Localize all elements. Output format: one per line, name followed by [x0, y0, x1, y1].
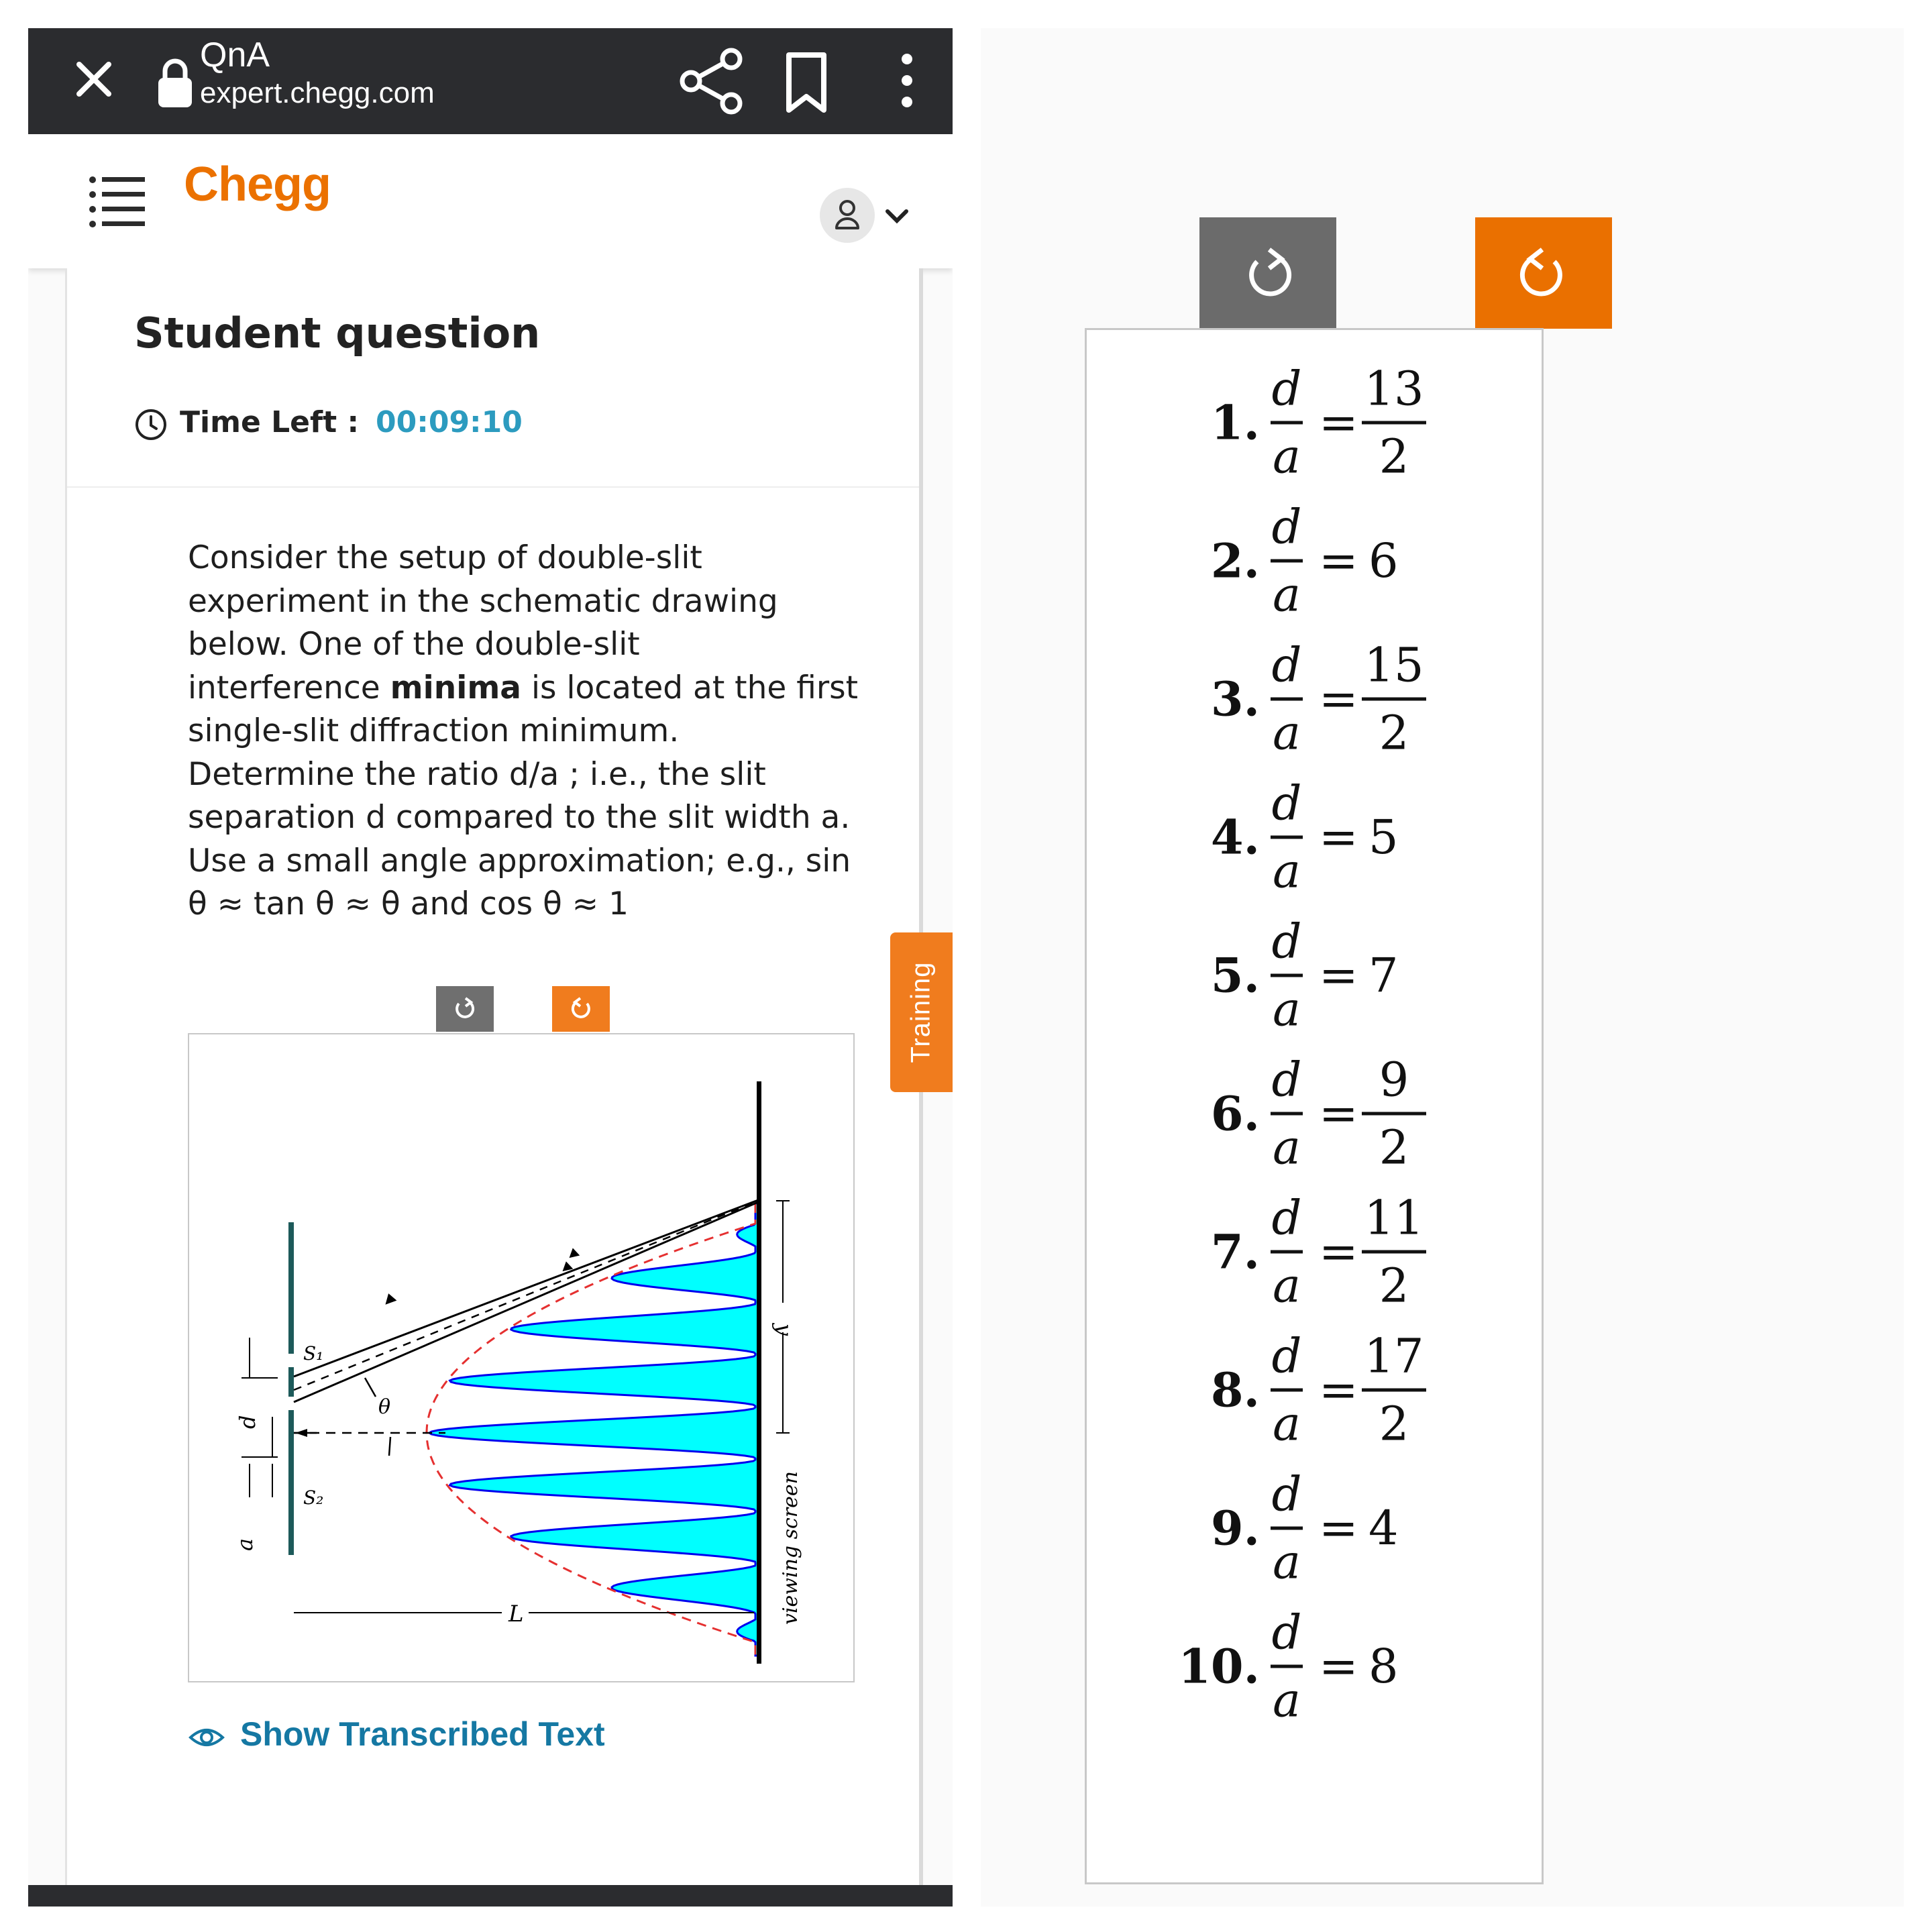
- question-line: experiment in the schematic drawing: [188, 582, 778, 620]
- lhs-denominator: a: [1273, 1120, 1301, 1175]
- ray-arrow: [566, 1246, 580, 1259]
- answer-options-panel: [981, 28, 1904, 1907]
- option-lhs-fraction: [1268, 1602, 1305, 1731]
- option-number: 7.: [1210, 1224, 1260, 1280]
- option-rhs-value: 5: [1368, 810, 1399, 865]
- l-label: L: [508, 1601, 524, 1627]
- rhs-denominator: 2: [1379, 705, 1409, 761]
- lhs-denominator: a: [1273, 1396, 1301, 1452]
- equals-sign: =: [1319, 948, 1358, 1003]
- rotate-left-icon: [1199, 217, 1336, 329]
- option-number: 6.: [1210, 1085, 1260, 1142]
- double-slit-figure[interactable]: [188, 1033, 855, 1682]
- fraction-bar: [1362, 421, 1426, 425]
- option-rhs-value: 4: [1368, 1501, 1399, 1556]
- lhs-denominator: a: [1273, 1534, 1301, 1590]
- answer-option[interactable]: [1087, 362, 1542, 483]
- answer-option[interactable]: [1087, 500, 1542, 621]
- equals-sign: =: [1319, 1639, 1358, 1694]
- option-lhs-fraction: [1268, 1187, 1305, 1317]
- ray-center: [294, 1201, 758, 1390]
- lhs-numerator: d: [1271, 775, 1302, 831]
- fraction-bar: [1271, 421, 1303, 425]
- lhs-numerator: d: [1271, 637, 1302, 693]
- time-left-value: 00:09:10: [376, 405, 523, 439]
- option-lhs-fraction: [1268, 635, 1305, 764]
- lhs-numerator: d: [1271, 1052, 1302, 1108]
- question-line: θ ≈ tan θ ≈ θ and cos θ ≈ 1: [188, 885, 629, 922]
- bottom-bar: [28, 1885, 953, 1907]
- bold-keyword: minima: [390, 669, 522, 706]
- d-label: d: [235, 1415, 260, 1429]
- equals-sign: =: [1319, 1501, 1358, 1556]
- fraction-bar: [1271, 1250, 1303, 1254]
- rhs-numerator: 11: [1364, 1190, 1424, 1246]
- option-lhs-fraction: [1268, 1049, 1305, 1179]
- fraction-bar: [1271, 1112, 1303, 1116]
- option-lhs-fraction: [1268, 911, 1305, 1040]
- show-transcribed-text-label: Show Transcribed Text: [240, 1715, 605, 1753]
- fraction-bar: [1271, 1527, 1303, 1530]
- fraction-bar: [1271, 1389, 1303, 1392]
- avatar[interactable]: [820, 188, 875, 243]
- fraction-bar: [1271, 559, 1303, 563]
- more-options-icon[interactable]: [894, 47, 920, 114]
- s1-label: S₁: [303, 1342, 324, 1364]
- rhs-numerator: 17: [1364, 1328, 1424, 1384]
- fraction-bar: [1362, 1389, 1426, 1392]
- option-rhs-value: 7: [1368, 948, 1399, 1003]
- rhs-denominator: 2: [1379, 1120, 1409, 1175]
- question-line: below. One of the double-slit: [188, 626, 640, 663]
- fraction-bar: [1271, 1665, 1303, 1668]
- rhs-numerator: 15: [1364, 637, 1424, 693]
- share-icon[interactable]: [672, 44, 753, 118]
- answer-option[interactable]: [1087, 1606, 1542, 1727]
- equals-sign: =: [1319, 810, 1358, 865]
- option-rhs-fraction: [1362, 635, 1426, 764]
- site-title: QnA: [200, 36, 270, 74]
- y-label: y: [771, 1324, 797, 1336]
- theta-label: θ: [378, 1395, 391, 1419]
- question-text: [188, 537, 865, 926]
- lhs-numerator: d: [1271, 499, 1302, 555]
- rhs-denominator: 2: [1379, 1396, 1409, 1452]
- barrier-top: [288, 1222, 294, 1354]
- option-number: 3.: [1210, 671, 1260, 727]
- fraction-bar: [1362, 1112, 1426, 1116]
- equals-sign: =: [1319, 1224, 1358, 1279]
- option-rhs-fraction: [1362, 1326, 1426, 1455]
- question-line: separation d compared to the slit width a.: [188, 799, 851, 836]
- rhs-denominator: 2: [1379, 1258, 1409, 1313]
- equals-sign: =: [1319, 672, 1358, 727]
- fraction-bar: [1271, 836, 1303, 839]
- lhs-denominator: a: [1273, 1672, 1301, 1728]
- rotate-right-button[interactable]: [1475, 217, 1612, 329]
- option-lhs-fraction: [1268, 1464, 1305, 1593]
- rotate-left-button[interactable]: [436, 986, 494, 1032]
- bookmark-icon[interactable]: [781, 48, 832, 115]
- answer-option[interactable]: [1087, 1468, 1542, 1589]
- question-card: [65, 268, 923, 1907]
- rotate-right-button[interactable]: [552, 986, 610, 1032]
- divider: [67, 486, 919, 488]
- interference-pattern: [429, 1203, 758, 1656]
- lhs-numerator: d: [1271, 1466, 1302, 1522]
- answer-option[interactable]: [1087, 1191, 1542, 1312]
- rhs-denominator: 2: [1379, 429, 1409, 484]
- double-slit-diagram: [189, 1034, 853, 1681]
- eye-icon: [188, 1724, 225, 1751]
- rotate-left-button[interactable]: [1199, 217, 1336, 329]
- rhs-numerator: 13: [1364, 361, 1424, 417]
- theta-marker: [365, 1378, 376, 1397]
- phone-screen-left: [28, 28, 953, 1907]
- equals-sign: =: [1319, 533, 1358, 588]
- equals-sign: =: [1319, 1086, 1358, 1141]
- lhs-denominator: a: [1273, 567, 1301, 623]
- barrier-middle: [288, 1367, 294, 1397]
- rotate-left-icon: [436, 986, 494, 1032]
- viewing-screen-label: viewing screen: [779, 1471, 802, 1625]
- a-label: a: [232, 1538, 258, 1551]
- answer-option[interactable]: [1087, 1053, 1542, 1174]
- lhs-denominator: a: [1273, 981, 1301, 1037]
- answer-option[interactable]: [1087, 639, 1542, 759]
- rhs-numerator: 9: [1379, 1052, 1409, 1108]
- option-rhs-fraction: [1362, 1049, 1426, 1179]
- fraction-bar: [1271, 698, 1303, 701]
- barrier-bottom: [288, 1410, 294, 1555]
- question-line: Determine the ratio d/a ; i.e., the slit: [188, 755, 766, 793]
- page-title: Student question: [134, 309, 541, 358]
- chegg-header: [28, 134, 953, 268]
- option-lhs-fraction: [1268, 773, 1305, 902]
- rotate-right-icon: [552, 986, 610, 1032]
- option-rhs-value: 6: [1368, 533, 1399, 588]
- option-number: 1.: [1210, 394, 1260, 451]
- lhs-denominator: a: [1273, 705, 1301, 761]
- lhs-numerator: d: [1271, 914, 1302, 969]
- answer-option[interactable]: [1087, 777, 1542, 898]
- option-number: 8.: [1210, 1362, 1260, 1418]
- axis-arrowhead: [295, 1429, 307, 1437]
- lhs-numerator: d: [1271, 361, 1302, 417]
- ray-arrow: [382, 1291, 397, 1304]
- training-tab[interactable]: [890, 932, 953, 1092]
- option-number: 5.: [1210, 947, 1260, 1004]
- lock-icon: [152, 52, 199, 113]
- answer-option[interactable]: [1087, 1330, 1542, 1450]
- question-line: Use a small angle approximation; e.g., sin: [188, 842, 851, 879]
- menu-icon[interactable]: [89, 174, 146, 228]
- option-number: 4.: [1210, 809, 1260, 865]
- site-url[interactable]: expert.chegg.com: [200, 76, 435, 109]
- user-icon: [820, 188, 875, 243]
- chevron-down-icon[interactable]: [883, 205, 910, 229]
- theta-marker: [389, 1437, 390, 1456]
- option-rhs-fraction: [1362, 1187, 1426, 1317]
- question-line: Consider the setup of double-slit: [188, 539, 702, 576]
- lhs-numerator: d: [1271, 1605, 1302, 1660]
- question-line: single-slit diffraction minimum.: [188, 712, 680, 749]
- option-number: 9.: [1210, 1500, 1260, 1556]
- fraction-bar: [1362, 698, 1426, 701]
- option-lhs-fraction: [1268, 358, 1305, 488]
- clock-icon: [134, 408, 168, 441]
- rotate-right-icon: [1475, 217, 1612, 329]
- lhs-denominator: a: [1273, 843, 1301, 899]
- option-number: 2.: [1210, 533, 1260, 589]
- option-lhs-fraction: [1268, 1326, 1305, 1455]
- chegg-logo[interactable]: Chegg: [184, 158, 331, 211]
- option-lhs-fraction: [1268, 496, 1305, 626]
- option-rhs-fraction: [1362, 358, 1426, 488]
- close-icon[interactable]: [63, 48, 125, 110]
- s2-label: S₂: [303, 1487, 324, 1509]
- lhs-denominator: a: [1273, 429, 1301, 484]
- time-left-label: Time Left :: [180, 405, 360, 439]
- browser-top-bar: [28, 28, 953, 134]
- option-rhs-value: 8: [1368, 1639, 1399, 1694]
- equals-sign: =: [1319, 1362, 1358, 1417]
- question-line: interference minima is located at the first: [188, 669, 859, 706]
- fraction-bar: [1271, 974, 1303, 977]
- lhs-numerator: d: [1271, 1190, 1302, 1246]
- viewing-screen-line: [757, 1081, 761, 1664]
- lhs-numerator: d: [1271, 1328, 1302, 1384]
- equals-sign: =: [1319, 395, 1358, 450]
- lhs-denominator: a: [1273, 1258, 1301, 1313]
- training-tab-label: Training: [906, 961, 936, 1063]
- option-number: 10.: [1178, 1638, 1260, 1695]
- fraction-bar: [1362, 1250, 1426, 1254]
- answer-option[interactable]: [1087, 915, 1542, 1036]
- answer-options-list: [1085, 328, 1544, 1884]
